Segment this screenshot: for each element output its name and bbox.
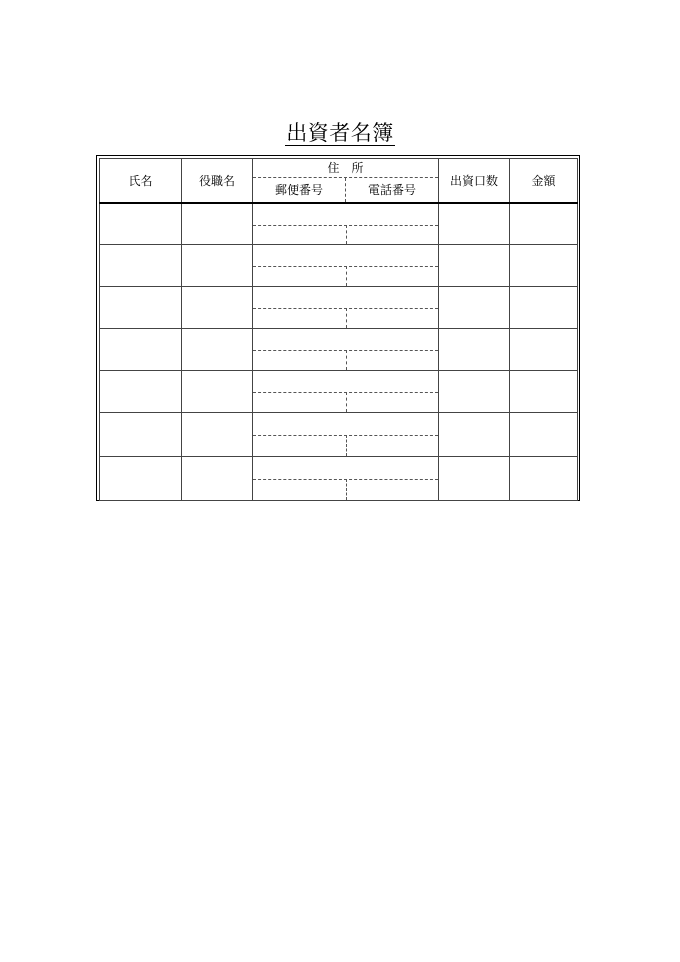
- header-address-group: [253, 159, 439, 203]
- cell-name[interactable]: [100, 457, 182, 501]
- address-entry-box: [253, 457, 438, 500]
- cell-position[interactable]: [182, 413, 253, 457]
- header-row: [100, 159, 578, 203]
- address-divider: [346, 225, 347, 244]
- cell-name[interactable]: [100, 371, 182, 413]
- cell-name[interactable]: [100, 203, 182, 245]
- cell-units[interactable]: [439, 329, 510, 371]
- table-row: [100, 329, 578, 371]
- address-entry-box: [253, 329, 438, 370]
- header-postal-code: 郵便番号: [253, 178, 346, 202]
- table-row: [100, 287, 578, 329]
- cell-amount[interactable]: [510, 329, 578, 371]
- cell-address-group[interactable]: [253, 371, 439, 413]
- cell-position[interactable]: [182, 203, 253, 245]
- table-row: [100, 203, 578, 245]
- cell-amount[interactable]: [510, 203, 578, 245]
- cell-address[interactable]: [253, 413, 438, 436]
- cell-address-group[interactable]: [253, 329, 439, 371]
- cell-address[interactable]: [253, 245, 438, 267]
- cell-position[interactable]: [182, 287, 253, 329]
- header-name: 氏名: [100, 159, 182, 203]
- page-title-text: 出資者名簿: [286, 121, 394, 145]
- cell-name[interactable]: [100, 329, 182, 371]
- cell-units[interactable]: [439, 287, 510, 329]
- investor-roster-frame: [96, 155, 580, 501]
- cell-amount[interactable]: [510, 371, 578, 413]
- address-header-box: [253, 159, 438, 202]
- address-divider: [346, 266, 347, 286]
- cell-address[interactable]: [253, 371, 438, 393]
- cell-address-group[interactable]: [253, 457, 439, 501]
- header-units: 出資口数: [439, 159, 510, 203]
- address-divider: [346, 392, 347, 412]
- page-title: [0, 118, 680, 148]
- header-amount: 金額: [510, 159, 578, 203]
- cell-units[interactable]: [439, 413, 510, 457]
- address-divider: [346, 435, 347, 456]
- header-address: 住 所: [253, 159, 438, 178]
- cell-units[interactable]: [439, 371, 510, 413]
- header-phone: 電話番号: [367, 183, 416, 198]
- cell-name[interactable]: [100, 413, 182, 457]
- cell-amount[interactable]: [510, 287, 578, 329]
- address-entry-box: [253, 204, 438, 245]
- address-divider: [346, 479, 347, 500]
- investor-roster-table: [99, 158, 578, 501]
- cell-address-group[interactable]: [253, 245, 439, 287]
- cell-address[interactable]: [253, 287, 438, 309]
- table-row: [100, 371, 578, 413]
- table-row: [100, 413, 578, 457]
- address-subheaders: [253, 178, 438, 202]
- address-divider: [346, 350, 347, 370]
- cell-amount[interactable]: [510, 413, 578, 457]
- cell-position[interactable]: [182, 371, 253, 413]
- address-entry-box: [253, 245, 438, 286]
- cell-address-group[interactable]: [253, 413, 439, 457]
- cell-position[interactable]: [182, 457, 253, 501]
- cell-name[interactable]: [100, 245, 182, 287]
- table-row: [100, 457, 578, 501]
- cell-address[interactable]: [253, 457, 438, 480]
- cell-units[interactable]: [439, 203, 510, 245]
- cell-name[interactable]: [100, 287, 182, 329]
- cell-address-group[interactable]: [253, 287, 439, 329]
- table-row: [100, 245, 578, 287]
- cell-amount[interactable]: [510, 245, 578, 287]
- cell-address[interactable]: [253, 329, 438, 351]
- cell-address[interactable]: [253, 204, 438, 226]
- address-entry-box: [253, 371, 438, 412]
- header-position: 役職名: [182, 159, 253, 203]
- cell-units[interactable]: [439, 457, 510, 501]
- cell-position[interactable]: [182, 245, 253, 287]
- cell-units[interactable]: [439, 245, 510, 287]
- cell-address-group[interactable]: [253, 203, 439, 245]
- cell-amount[interactable]: [510, 457, 578, 501]
- address-entry-box: [253, 287, 438, 328]
- address-divider: [346, 308, 347, 328]
- cell-position[interactable]: [182, 329, 253, 371]
- address-entry-box: [253, 413, 438, 456]
